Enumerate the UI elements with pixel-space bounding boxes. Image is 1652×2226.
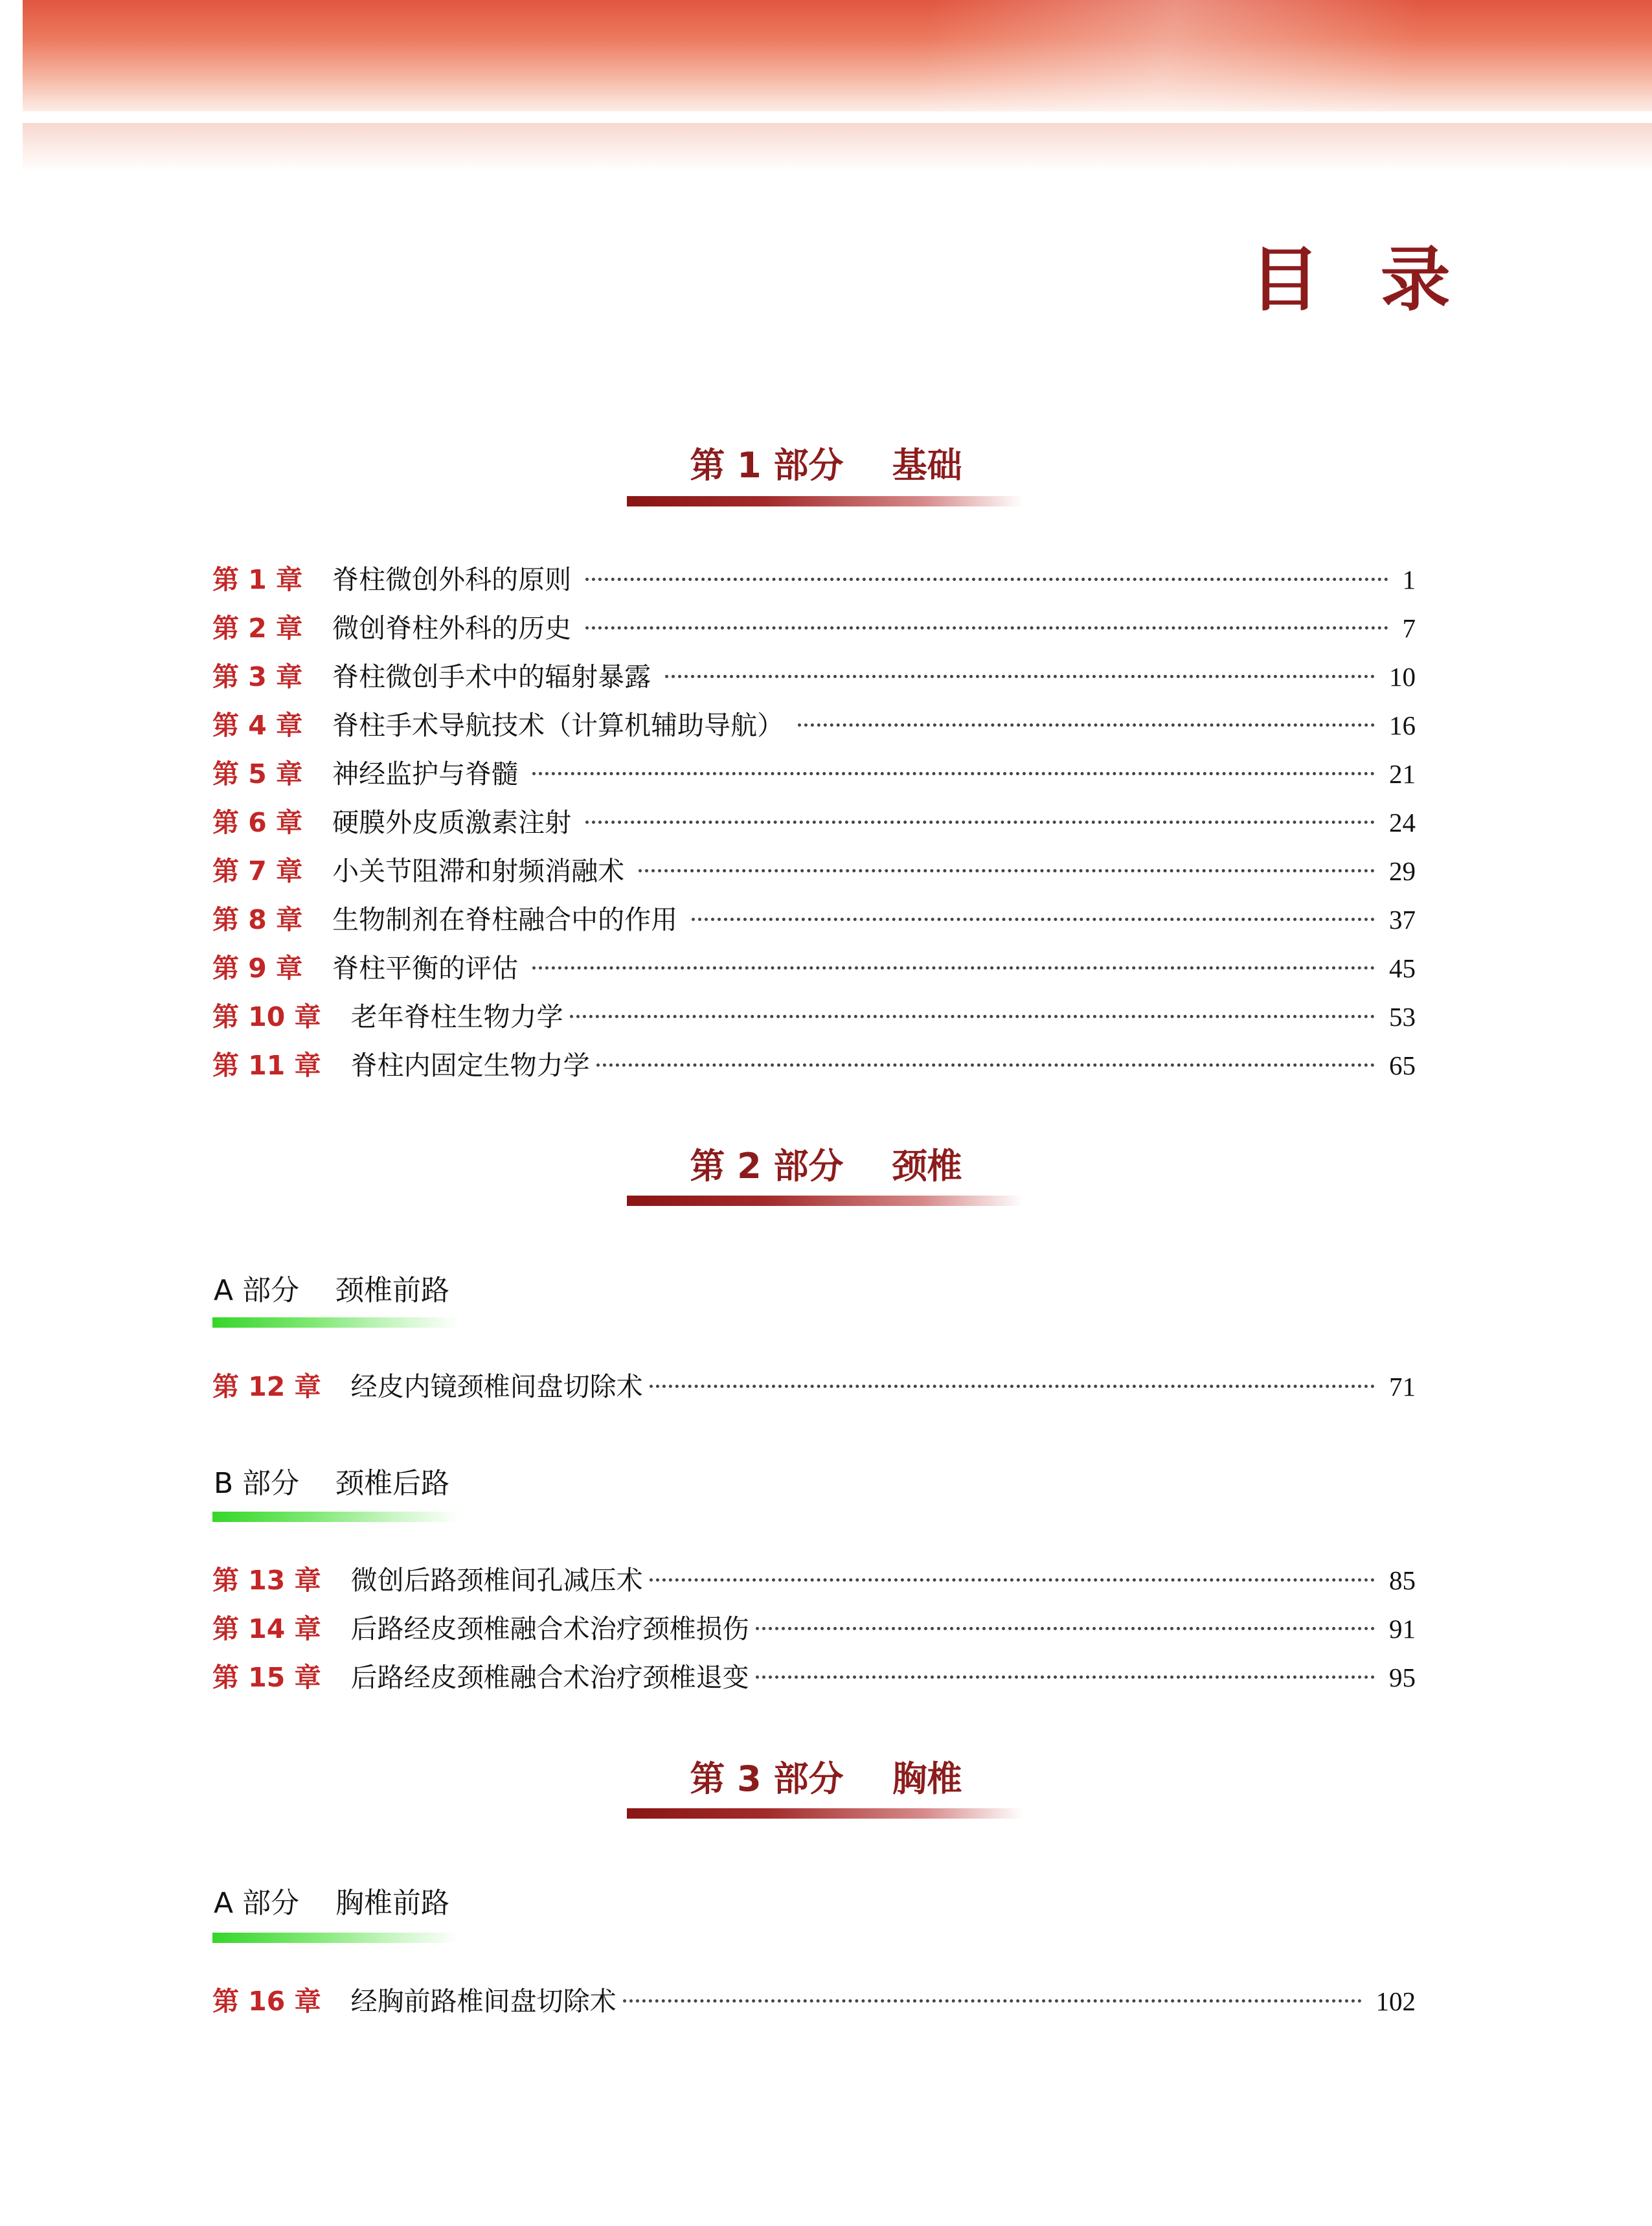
chapter-title: 经胸前路椎间盘切除术 — [350, 1986, 617, 2017]
dot-leader — [623, 1999, 1362, 2003]
page-number: 29 — [1389, 856, 1416, 886]
toc-entry[interactable] — [212, 1044, 1416, 1083]
chapter-title: 老年脊柱生物力学 — [350, 1001, 563, 1032]
part-divider-2 — [627, 1196, 1023, 1206]
part-divider-1 — [627, 496, 1023, 506]
chapter-title: 脊柱微创手术中的辐射暴露 — [332, 661, 651, 692]
page-number: 45 — [1389, 953, 1416, 983]
dot-leader — [585, 821, 1375, 824]
dot-leader — [585, 578, 1388, 581]
page-number: 16 — [1389, 710, 1416, 740]
dot-leader — [756, 1627, 1375, 1630]
section-heading: A 部分 胸椎前路 — [214, 1887, 450, 1920]
chapter-title: 后路经皮颈椎融合术治疗颈椎退变 — [350, 1662, 749, 1693]
chapter-number: 第 9 章 — [212, 953, 303, 984]
dot-leader — [756, 1675, 1375, 1679]
dot-leader — [692, 918, 1375, 921]
chapter-title: 硬膜外皮质激素注射 — [332, 807, 572, 838]
toc-entry[interactable] — [212, 704, 1416, 743]
chapter-number: 第 3 章 — [212, 661, 303, 692]
chapter-title: 生物制剂在脊柱融合中的作用 — [332, 904, 678, 935]
chapter-title: 脊柱微创外科的原则 — [332, 564, 572, 595]
chapter-number: 第 14 章 — [212, 1613, 321, 1644]
toc-entry[interactable] — [212, 947, 1416, 986]
dot-leader — [650, 1385, 1375, 1388]
toc-entry[interactable] — [212, 1656, 1416, 1695]
toc-entry[interactable] — [212, 801, 1416, 840]
toc-entry[interactable] — [212, 1980, 1416, 2019]
header-subband — [23, 123, 1652, 172]
section-heading: A 部分 颈椎前路 — [214, 1274, 450, 1307]
part-divider-3 — [627, 1808, 1023, 1819]
dot-leader — [570, 1015, 1375, 1018]
part-heading-1: 第 1 部分 基础 — [690, 445, 962, 486]
chapter-number: 第 15 章 — [212, 1662, 321, 1693]
dot-leader — [798, 723, 1375, 727]
page-number: 65 — [1389, 1051, 1416, 1080]
part-heading-2: 第 2 部分 颈椎 — [690, 1146, 962, 1187]
page-number: 95 — [1389, 1663, 1416, 1692]
page-number: 37 — [1389, 905, 1416, 935]
page-number: 24 — [1389, 808, 1416, 837]
dot-leader — [665, 675, 1375, 678]
toc-entry[interactable] — [212, 1607, 1416, 1646]
section-divider — [212, 1933, 458, 1943]
chapter-number: 第 12 章 — [212, 1371, 321, 1402]
chapter-number: 第 5 章 — [212, 758, 303, 789]
chapter-number: 第 7 章 — [212, 856, 303, 887]
chapter-number: 第 4 章 — [212, 710, 303, 741]
chapter-title: 微创脊柱外科的历史 — [332, 613, 572, 644]
dot-leader — [596, 1063, 1375, 1067]
chapter-title: 脊柱平衡的评估 — [332, 953, 519, 984]
toc-entry[interactable] — [212, 753, 1416, 791]
toc-entry[interactable] — [212, 1559, 1416, 1598]
toc-entry[interactable] — [212, 607, 1416, 646]
page-number: 91 — [1389, 1614, 1416, 1644]
toc-entry[interactable] — [212, 655, 1416, 694]
chapter-number: 第 2 章 — [212, 613, 303, 644]
page-number: 7 — [1402, 613, 1416, 643]
section-divider — [212, 1512, 458, 1522]
chapter-number: 第 8 章 — [212, 904, 303, 935]
toc-entry[interactable] — [212, 558, 1416, 597]
dot-leader — [532, 772, 1375, 775]
toc-entry[interactable] — [212, 995, 1416, 1034]
toc-entry[interactable] — [212, 898, 1416, 937]
page-number: 10 — [1389, 662, 1416, 692]
toc-entry[interactable] — [212, 1365, 1416, 1404]
section-divider — [212, 1317, 458, 1328]
page-number: 71 — [1389, 1372, 1416, 1402]
header-band — [23, 0, 1652, 111]
page-number: 102 — [1375, 1986, 1416, 2016]
dot-leader — [532, 966, 1375, 970]
page-number: 85 — [1389, 1565, 1416, 1595]
chapter-number: 第 11 章 — [212, 1050, 321, 1081]
dot-leader — [639, 869, 1375, 872]
page-title: 目 录 — [1250, 239, 1469, 321]
page-number: 21 — [1389, 759, 1416, 789]
chapter-title: 经皮内镜颈椎间盘切除术 — [350, 1371, 643, 1402]
chapter-title: 微创后路颈椎间孔减压术 — [350, 1565, 643, 1596]
chapter-title: 脊柱内固定生物力学 — [350, 1050, 590, 1081]
chapter-number: 第 6 章 — [212, 807, 303, 838]
chapter-title: 小关节阻滞和射频消融术 — [332, 856, 625, 887]
chapter-number: 第 16 章 — [212, 1986, 321, 2017]
page-number: 1 — [1402, 565, 1416, 595]
toc-entry[interactable] — [212, 850, 1416, 889]
part-heading-3: 第 3 部分 胸椎 — [690, 1758, 962, 1799]
chapter-number: 第 1 章 — [212, 564, 303, 595]
chapter-title: 神经监护与脊髓 — [332, 758, 519, 789]
page-number: 53 — [1389, 1002, 1416, 1032]
chapter-title: 脊柱手术导航技术（计算机辅助导航） — [332, 710, 784, 741]
dot-leader — [585, 626, 1388, 630]
chapter-number: 第 10 章 — [212, 1001, 321, 1032]
chapter-title: 后路经皮颈椎融合术治疗颈椎损伤 — [350, 1613, 749, 1644]
chapter-number: 第 13 章 — [212, 1565, 321, 1596]
section-heading: B 部分 颈椎后路 — [214, 1467, 450, 1500]
dot-leader — [650, 1578, 1375, 1582]
